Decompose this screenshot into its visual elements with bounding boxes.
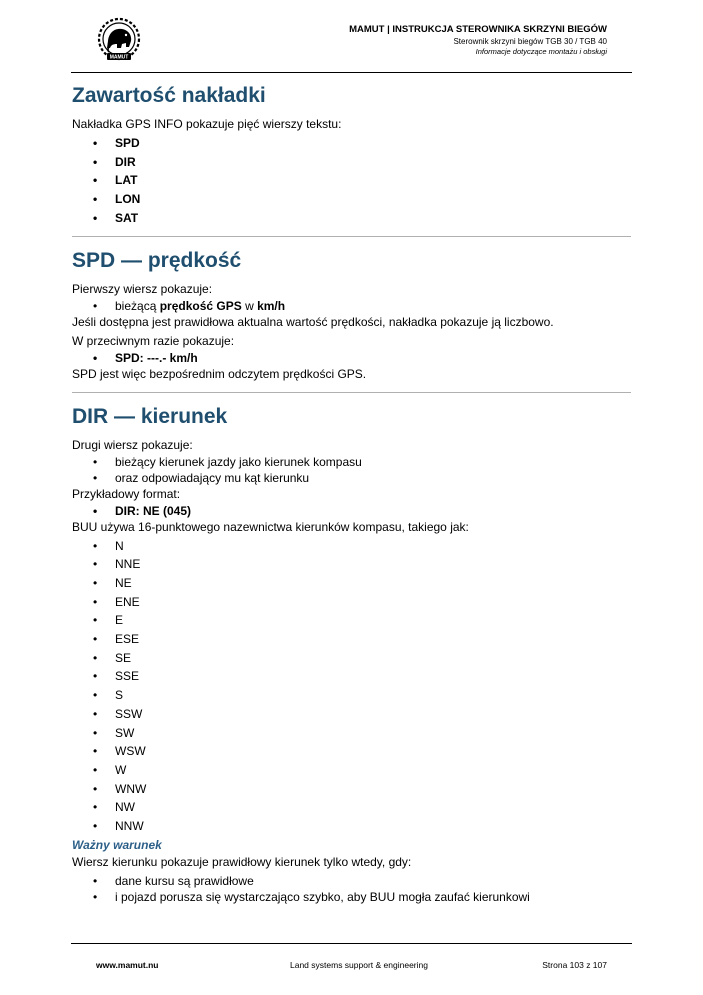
spd-valid-text: Jeśli dostępna jest prawidłowa aktualna wartość prędkości, nakładka pokazuje ją liczbowo. bbox=[72, 314, 554, 329]
footer-tagline: Land systems support & engineering bbox=[290, 960, 428, 970]
section-divider bbox=[72, 236, 631, 237]
list-item: • NE bbox=[115, 574, 632, 593]
list-item: • E bbox=[115, 611, 632, 630]
list-item: • bieżący kierunek jazdy jako kierunek kompasu bbox=[115, 454, 632, 470]
section-heading-dir: DIR — kierunek bbox=[72, 404, 228, 428]
spd-otherwise: W przeciwnym razie pokazuje: bbox=[72, 333, 235, 348]
list-item: • SE bbox=[115, 649, 632, 668]
footer-page-number: Strona 103 z 107 bbox=[542, 960, 607, 970]
dir-format-label: Przykładowy format: bbox=[72, 486, 181, 501]
list-item: • SW bbox=[115, 724, 632, 743]
footer-website: www.mamut.nu bbox=[96, 960, 159, 970]
conditions-list bbox=[72, 873, 632, 905]
section-heading-spd: SPD — prędkość bbox=[72, 248, 242, 272]
list-item: • SPD bbox=[115, 134, 632, 153]
page-content bbox=[72, 80, 632, 905]
list-item: • SSW bbox=[115, 705, 632, 724]
list-item: • DIR: NE (045) bbox=[115, 503, 632, 519]
list-item: • LON bbox=[115, 190, 632, 209]
list-item: • NNW bbox=[115, 817, 632, 836]
header-subtitle-italic: Informacje dotyczące montażu i obsługi bbox=[475, 47, 607, 56]
list-item: • NNE bbox=[115, 555, 632, 574]
section-divider bbox=[72, 392, 631, 393]
dir-intro: Drugi wiersz pokazuje: bbox=[72, 437, 193, 452]
list-item: • ESE bbox=[115, 630, 632, 649]
list-item: • WSW bbox=[115, 742, 632, 761]
footer-divider bbox=[71, 943, 632, 944]
list-item: • N bbox=[115, 537, 632, 556]
list-item: • SAT bbox=[115, 209, 632, 228]
list-item: • i pojazd porusza się wystarczająco szybko, aby BUU mogła zaufać kierunkowi bbox=[115, 889, 632, 905]
logo-text: MAMUT bbox=[109, 54, 129, 61]
list-item: • oraz odpowiadający mu kąt kierunku bbox=[115, 470, 632, 486]
dir-list bbox=[72, 454, 632, 486]
list-item: • bieżącą prędkość GPS w km/h bbox=[115, 298, 632, 314]
header-title: MAMUT | INSTRUKCJA STEROWNIKA SKRZYNI BIEGÓW bbox=[349, 24, 607, 35]
list-item: • WNW bbox=[115, 780, 632, 799]
spd-summary: SPD jest więc bezpośrednim odczytem prędkości GPS. bbox=[72, 366, 367, 381]
list-item: • S bbox=[115, 686, 632, 705]
spd-list bbox=[72, 298, 632, 314]
overlay-intro: Nakładka GPS INFO pokazuje pięć wierszy tekstu: bbox=[72, 117, 342, 131]
list-item: • LAT bbox=[115, 171, 632, 190]
dir-format-list bbox=[72, 503, 632, 519]
compass-points-list bbox=[72, 537, 632, 836]
overlay-rows-list bbox=[72, 134, 632, 228]
list-item: • DIR bbox=[115, 153, 632, 172]
section-heading-overlay: Zawartość nakładki bbox=[72, 84, 266, 107]
list-item: • dane kursu są prawidłowe bbox=[115, 873, 632, 889]
list-item: • SSE bbox=[115, 667, 632, 686]
condition-title: Ważny warunek bbox=[72, 837, 162, 852]
condition-intro: Wiersz kierunku pokazuje prawidłowy kierunek tylko wtedy, gdy: bbox=[72, 854, 412, 869]
list-item: • NW bbox=[115, 798, 632, 817]
spd-invalid-list bbox=[72, 350, 632, 366]
header-subtitle: Sterownik skrzyni biegów TGB 30 / TGB 40 bbox=[453, 37, 607, 46]
list-item: • SPD: ---.- km/h bbox=[115, 350, 632, 366]
spd-intro: Pierwszy wiersz pokazuje: bbox=[72, 281, 213, 296]
dir-compass-intro: BUU używa 16-punktowego nazewnictwa kierunków kompasu, takiego jak: bbox=[72, 519, 469, 534]
list-item: • ENE bbox=[115, 593, 632, 612]
header-divider bbox=[71, 72, 632, 73]
list-item: • W bbox=[115, 761, 632, 780]
mamut-logo bbox=[95, 17, 143, 63]
